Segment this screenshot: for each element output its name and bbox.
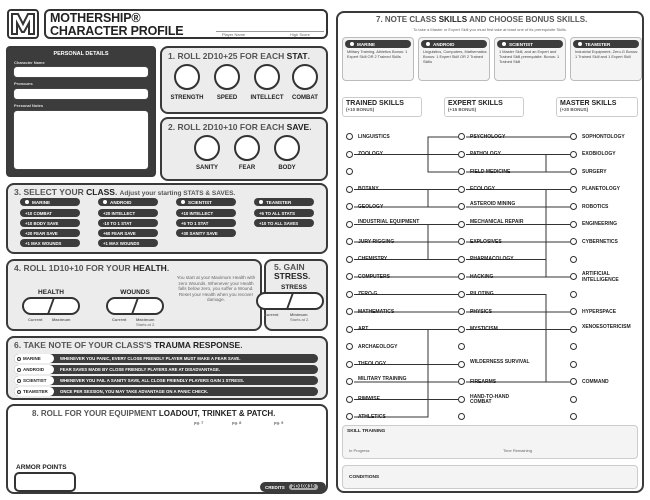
- expert-skill-label: EXPLOSIVES: [470, 238, 502, 245]
- stress-title-prefix: 5. GAIN: [274, 262, 305, 272]
- class-mod: +60 FEAR SAVE: [98, 229, 158, 237]
- trained-skill-label: BOTANY: [358, 186, 379, 192]
- intellect-circle[interactable]: [254, 64, 280, 90]
- trained-skill-circle[interactable]: [346, 133, 353, 140]
- stress-min-label: Minimum: [290, 312, 308, 317]
- header-title-line2: CHARACTER PROFILE: [50, 24, 184, 38]
- trained-skill-label: ZOOLOGY: [358, 151, 383, 157]
- skill-class-text: Industrial Equipment, Zero-G Bonus: 1 Trained Skill and 1 Expert Skill: [575, 49, 639, 59]
- sanity-circle[interactable]: [194, 135, 220, 161]
- skill-class-text: Military Training, Athletics Bonus: 1 Expert Skill OR 2 Trained Skills: [347, 49, 408, 59]
- wounds-current-label: Current: [112, 317, 127, 322]
- trauma-class: [14, 365, 54, 374]
- expert-skill-label: ASTEROID MINING: [470, 201, 516, 207]
- radio-icon: [17, 390, 21, 394]
- trauma-row-marine: [14, 354, 318, 363]
- class-mod: +5 TO ALL STATS: [254, 209, 314, 217]
- expert-skill-label: MYSTICISM: [470, 326, 498, 332]
- wounds-divider: [131, 299, 138, 313]
- expert-skill-circle[interactable]: [458, 256, 465, 263]
- trauma-text: WHENEVER YOU FAIL A SANITY SAVE, ALL CLOSE FRIENDLY PLAYERS GAIN 1 STRESS.: [60, 378, 245, 383]
- health-panel: [6, 259, 262, 331]
- stress-title: 5. GAIN STRESS.: [274, 262, 311, 281]
- trained-skill-circle[interactable]: [346, 413, 353, 420]
- saves-title: 2. ROLL 2D10+10 FOR EACH SAVE.: [168, 122, 312, 132]
- personal-notes-field[interactable]: [13, 110, 149, 170]
- pg7-label: pg. 7: [194, 420, 204, 425]
- class-mod: +10 TO ALL SAVES: [254, 219, 314, 227]
- credits-value: 2D10X10: [289, 484, 318, 490]
- trained-skill-circle[interactable]: [346, 186, 353, 193]
- trained-skill-circle[interactable]: [346, 203, 353, 210]
- skill-class-label: SCIENTIST: [509, 41, 533, 47]
- class-name-label: SCIENTIST: [188, 199, 212, 205]
- skill-training-box: [342, 425, 638, 459]
- strength-label: STRENGTH: [170, 95, 204, 101]
- master-skill-circle[interactable]: [570, 396, 577, 403]
- expert-skill-circle[interactable]: [458, 343, 465, 350]
- radio-icon: [25, 200, 29, 204]
- master-skill-label: ROBOTICS: [582, 203, 609, 210]
- health-note: You start at your Maximum Health with zero Wounds. Whenever your Health falls below zero, you suffer a Wound. Reset your Health when you recover damage.: [176, 275, 256, 303]
- class-title-prefix: 3. SELECT YOUR: [14, 187, 84, 197]
- class-name-label: TEAMSTER: [266, 199, 292, 205]
- trained-skill-circle[interactable]: [346, 326, 353, 333]
- equipment-panel: [6, 404, 328, 494]
- trained-skill-label: CHEMISTRY: [358, 256, 388, 262]
- header-title-line1: MOTHERSHIP®: [50, 11, 141, 25]
- health-max-label: Maximum: [52, 317, 71, 322]
- trained-skill-label: ARCHAEOLOGY: [358, 343, 398, 350]
- saves-title-prefix: 2. ROLL 2D10+10 FOR EACH: [168, 122, 285, 132]
- skill-training-label: SKILL TRAINING: [347, 429, 386, 434]
- combat-label: COMBAT: [292, 95, 318, 101]
- expert-skill-label: HAND-TO-HAND COMBAT: [470, 393, 510, 405]
- trained-skill-label: THEOLOGY: [358, 361, 387, 367]
- expert-skill-label: PATHOLOGY: [470, 151, 501, 157]
- intellect-label: INTELLECT: [250, 95, 284, 101]
- class-name-marine[interactable]: [20, 198, 80, 206]
- master-title: MASTER SKILLS: [560, 100, 617, 107]
- stats-title: 1. ROLL 2D10+25 FOR EACH STAT.: [168, 51, 310, 61]
- trained-skill-label: LINGUISTICS: [358, 133, 390, 140]
- stats-panel: [160, 46, 328, 114]
- trauma-row-teamster: [14, 387, 318, 396]
- stress-current-label: Current: [264, 312, 279, 317]
- master-skill-circle[interactable]: [570, 256, 577, 263]
- radio-icon: [103, 200, 107, 204]
- master-skill-circle[interactable]: [570, 413, 577, 420]
- trained-skill-label: ATHLETICS: [358, 413, 386, 420]
- trauma-class-label: SCIENTIST: [23, 378, 47, 383]
- expert-skill-label: PHYSICS: [470, 308, 492, 315]
- logo-box: [7, 9, 39, 39]
- trauma-row-android: [14, 365, 318, 374]
- conditions-box: [342, 465, 638, 489]
- master-skill-circle[interactable]: [570, 221, 577, 228]
- time-remaining-label: Time Remaining: [503, 448, 532, 453]
- radio-icon: [181, 200, 185, 204]
- trained-skill-circle[interactable]: [346, 343, 353, 350]
- combat-circle[interactable]: [292, 64, 318, 90]
- radio-icon: [259, 200, 263, 204]
- health-title-bold: HEALTH: [132, 263, 167, 273]
- credits-label: CREDITS: [265, 484, 285, 490]
- trained-bonus: (+10 BONUS): [346, 107, 375, 112]
- stress-label: STRESS: [280, 284, 307, 291]
- trauma-class-label: ANDROID: [23, 367, 44, 372]
- trained-skill-circle[interactable]: [346, 221, 353, 228]
- class-mod: +10 COMBAT: [20, 209, 80, 217]
- master-skill-circle[interactable]: [570, 361, 577, 368]
- character-name-label: Character Name: [14, 60, 45, 65]
- expert-skill-circle[interactable]: [458, 273, 465, 280]
- health-title: 4. ROLL 1D10+10 FOR YOUR HEALTH.: [14, 263, 170, 273]
- trained-skill-circle[interactable]: [346, 238, 353, 245]
- radio-icon: [17, 379, 21, 383]
- trauma-class: [14, 376, 54, 385]
- health-title-prefix: 4. ROLL 1D10+10 FOR YOUR: [14, 263, 131, 273]
- trauma-class-label: MARINE: [23, 356, 41, 361]
- trained-skill-circle[interactable]: [346, 378, 353, 385]
- trauma-text: WHENEVER YOU PANIC, EVERY CLOSE FRIENDLY PLAYER MUST MAKE A FEAR SAVE.: [60, 356, 241, 361]
- master-skill-circle[interactable]: [570, 186, 577, 193]
- stress-divider: [286, 294, 293, 308]
- expert-skill-label: HACKING: [470, 273, 494, 280]
- master-skill-circle[interactable]: [570, 238, 577, 245]
- trained-skill-label: JURY-RIGGING: [358, 238, 395, 245]
- trauma-text: ONCE PER SESSION, YOU MAY TAKE ADVANTAGE ON A PANIC CHECK.: [60, 389, 209, 394]
- class-title-suffix: Adjust your starting STATS & SAVES.: [119, 190, 236, 197]
- trauma-title-bold: TRAUMA RESPONSE: [154, 340, 241, 350]
- master-skill-circle[interactable]: [570, 326, 577, 333]
- conditions-label: CONDITIONS: [349, 475, 380, 480]
- pg9-label: pg. 9: [274, 420, 284, 425]
- skill-class-label: TEAMSTER: [585, 41, 611, 47]
- trauma-class: [14, 354, 54, 363]
- class-panel: [6, 183, 328, 254]
- radio-icon: [17, 368, 21, 372]
- trained-skill-label: MATHEMATICS: [358, 308, 395, 315]
- credits-bar[interactable]: [260, 482, 326, 492]
- mothership-logo-icon: [9, 11, 37, 37]
- expert-skill-label: ECOLOGY: [470, 186, 496, 192]
- trained-skill-circle[interactable]: [346, 291, 353, 298]
- trauma-class-label: TEAMSTER: [23, 389, 48, 394]
- master-skill-label: HYPERSPACE: [582, 308, 617, 315]
- trauma-class: [14, 387, 54, 396]
- equipment-title-prefix: 8. ROLL FOR YOUR EQUIPMENT: [32, 409, 157, 418]
- stress-starts-label: Starts at 2.: [290, 317, 310, 322]
- skills-subtitle: To take a Master or Expert Skill you must first take at least one of its prerequisite Skills.: [413, 27, 567, 32]
- master-skill-circle[interactable]: [570, 168, 577, 175]
- saves-title-bold: SAVE: [286, 122, 310, 132]
- fear-circle[interactable]: [234, 135, 260, 161]
- character-name-field[interactable]: [13, 66, 149, 78]
- stress-title-bold: STRESS: [274, 271, 309, 281]
- class-name-scientist[interactable]: [176, 198, 236, 206]
- master-skill-label: ENGINEERING: [582, 221, 618, 227]
- expert-skill-circle[interactable]: [458, 291, 465, 298]
- wounds-starts-label: Starts at 2.: [136, 322, 156, 327]
- master-skill-label: COMMAND: [582, 378, 609, 385]
- master-skill-circle[interactable]: [570, 133, 577, 140]
- stats-title-bold: STAT: [286, 51, 308, 61]
- expert-skill-label: PILOTING: [470, 291, 494, 297]
- expert-skill-label: WILDERNESS SURVIVAL: [470, 358, 530, 365]
- class-mod: +10 BODY SAVE: [20, 219, 80, 227]
- expert-skill-label: FIELD MEDICINE: [470, 168, 511, 175]
- equipment-title: 8. ROLL FOR YOUR EQUIPMENT LOADOUT, TRINKET & PATCH.: [32, 409, 276, 418]
- master-skill-label: EXOBIOLOGY: [582, 151, 616, 157]
- pronouns-label: Pronouns: [14, 81, 33, 86]
- skill-class-label: MARINE: [357, 41, 376, 47]
- class-mod: +30 SANITY SAVE: [176, 229, 236, 237]
- skills-title-bold: SKILLS: [438, 15, 468, 24]
- trauma-row-scientist: [14, 376, 318, 385]
- trained-skill-label: INDUSTRIAL EQUIPMENT: [358, 218, 420, 225]
- expert-skill-circle[interactable]: [458, 326, 465, 333]
- health-current-label: Current: [28, 317, 43, 322]
- expert-skill-circle[interactable]: [458, 221, 465, 228]
- trauma-title: 6. TAKE NOTE OF YOUR CLASS'S TRAUMA RESPONSE.: [14, 340, 243, 350]
- master-skill-label: SURGERY: [582, 168, 607, 175]
- expert-skill-label: MECHANICAL REPAIR: [470, 218, 524, 225]
- class-title-bold: CLASS: [86, 187, 115, 197]
- expert-title: EXPERT SKILLS: [448, 100, 503, 107]
- master-skill-circle[interactable]: [570, 291, 577, 298]
- pg8-label: pg. 8: [232, 420, 242, 425]
- class-mod: +20 INTELLECT: [98, 209, 158, 217]
- expert-skill-circle[interactable]: [458, 396, 465, 403]
- wounds-max-label: Maximum: [136, 317, 155, 322]
- class-mod: +20 FEAR SAVE: [20, 229, 80, 237]
- speed-circle[interactable]: [214, 64, 240, 90]
- wounds-box[interactable]: [106, 297, 164, 315]
- skills-panel: [336, 11, 644, 493]
- trained-skill-circle[interactable]: [346, 361, 353, 368]
- trauma-panel: [6, 336, 328, 400]
- trained-skill-label: GEOLOGY: [358, 203, 384, 210]
- class-mod: -10 TO 1 STAT: [98, 219, 158, 227]
- expert-skill-circle[interactable]: [458, 203, 465, 210]
- class-name-label: MARINE: [32, 199, 51, 205]
- trained-skill-label: ZERO-G: [358, 291, 378, 297]
- master-skill-circle[interactable]: [570, 378, 577, 385]
- player-name-label: Player Name: [222, 32, 246, 37]
- class-mod: +5 TO 1 STAT: [176, 219, 236, 227]
- stats-title-prefix: 1. ROLL 2D10+25 FOR EACH: [168, 51, 285, 61]
- class-name-teamster[interactable]: [254, 198, 314, 206]
- armor-points-box[interactable]: [14, 472, 76, 492]
- fear-label: FEAR: [238, 165, 256, 171]
- skill-class-text: Linguistics, Computers, Mathematics Bonus: 1 Expert Skill OR 2 Trained Skills: [423, 49, 487, 64]
- skill-class-label: ANDROID: [433, 41, 455, 47]
- trained-skill-label: ART: [358, 326, 369, 332]
- master-skill-circle[interactable]: [570, 151, 577, 158]
- trained-skill-circle[interactable]: [346, 151, 353, 158]
- strength-circle[interactable]: [174, 64, 200, 90]
- master-skill-label: PLANETOLOGY: [582, 186, 620, 192]
- expert-skill-circle[interactable]: [458, 308, 465, 315]
- trained-skill-circle[interactable]: [346, 273, 353, 280]
- trained-skill-label: MILITARY TRAINING: [358, 376, 407, 382]
- trained-skill-circle[interactable]: [346, 168, 353, 175]
- trained-skill-circle[interactable]: [346, 256, 353, 263]
- master-skill-circle[interactable]: [570, 308, 577, 315]
- master-skill-label: CYBERNETICS: [582, 238, 618, 245]
- class-mod: +1 MAX WOUNDS: [98, 239, 158, 247]
- skills-title-suffix: AND CHOOSE BONUS SKILLS.: [469, 15, 588, 24]
- expert-skill-circle[interactable]: [458, 361, 465, 368]
- saves-panel: [160, 117, 328, 181]
- wounds-label: WOUNDS: [120, 289, 150, 296]
- health-divider: [47, 299, 54, 313]
- trained-title: TRAINED SKILLS: [346, 100, 404, 107]
- skills-title-prefix: 7. NOTE CLASS: [376, 15, 437, 24]
- pronouns-field[interactable]: [13, 88, 149, 100]
- expert-skill-circle[interactable]: [458, 378, 465, 385]
- class-mod: +10 INTELLECT: [176, 209, 236, 217]
- class-mod: +1 MAX WOUNDS: [20, 239, 80, 247]
- master-skill-circle[interactable]: [570, 273, 577, 280]
- high-score-label: High Score: [290, 32, 310, 37]
- personal-notes-label: Personal Notes: [14, 103, 44, 108]
- prerequisite-link: [466, 295, 570, 383]
- expert-skill-circle[interactable]: [458, 413, 465, 420]
- trained-skill-circle[interactable]: [346, 396, 353, 403]
- expert-skill-label: PSYCHOLOGY: [470, 133, 506, 140]
- body-label: BODY: [278, 165, 296, 171]
- expert-skill-circle[interactable]: [458, 168, 465, 175]
- personal-details-title: PERSONAL DETAILS: [53, 51, 109, 57]
- expert-skill-circle[interactable]: [458, 238, 465, 245]
- personal-details-panel: [6, 46, 156, 177]
- trauma-title-prefix: 6. TAKE NOTE OF YOUR CLASS'S: [14, 340, 152, 350]
- class-name-android[interactable]: [98, 198, 158, 206]
- body-circle[interactable]: [274, 135, 300, 161]
- master-skill-label: XENOESOTERICISM: [582, 323, 631, 330]
- trained-skill-circle[interactable]: [346, 308, 353, 315]
- trauma-text: FEAR SAVES MADE BY CLOSE FRIENDLY PLAYERS ARE AT DISADVANTAGE.: [60, 367, 221, 372]
- trained-skill-label: RIMWISE: [358, 396, 380, 402]
- master-skill-circle[interactable]: [570, 203, 577, 210]
- master-bonus: (+20 BONUS): [560, 107, 589, 112]
- expert-skill-label: PHARMACOLOGY: [470, 256, 514, 262]
- health-box[interactable]: [22, 297, 80, 315]
- class-title: 3. SELECT YOUR CLASS. Adjust your starting STATS & SAVES.: [14, 187, 236, 197]
- expert-skill-circle[interactable]: [458, 151, 465, 158]
- header-title-box: [44, 9, 328, 39]
- expert-skill-circle[interactable]: [458, 186, 465, 193]
- trained-skill-label: COMPUTERS: [358, 273, 390, 280]
- speed-label: SPEED: [216, 95, 238, 101]
- in-progress-label: In Progress: [349, 448, 370, 453]
- sanity-label: SANITY: [195, 165, 218, 171]
- radio-icon: [17, 357, 21, 361]
- armor-points-label: ARMOR POINTS: [16, 464, 67, 471]
- expert-skill-circle[interactable]: [458, 133, 465, 140]
- skill-class-text: 1 Master Skill, and an Expert and Trained Skill prerequisite. Bonus: 1 Trained Skill: [499, 49, 560, 64]
- master-skill-label: SOPHONTOLOGY: [582, 133, 625, 140]
- health-label: HEALTH: [38, 289, 64, 296]
- expert-bonus: (+15 BONUS): [448, 107, 477, 112]
- equipment-title-bold: LOADOUT, TRINKET & PATCH: [158, 409, 274, 418]
- stress-box[interactable]: [256, 292, 324, 310]
- master-skill-circle[interactable]: [570, 343, 577, 350]
- class-name-label: ANDROID: [110, 199, 132, 205]
- expert-skill-label: FIREARMS: [470, 378, 497, 385]
- header-divider: [216, 31, 324, 32]
- master-skill-label: ARTIFICIAL INTELLIGENCE: [582, 271, 619, 283]
